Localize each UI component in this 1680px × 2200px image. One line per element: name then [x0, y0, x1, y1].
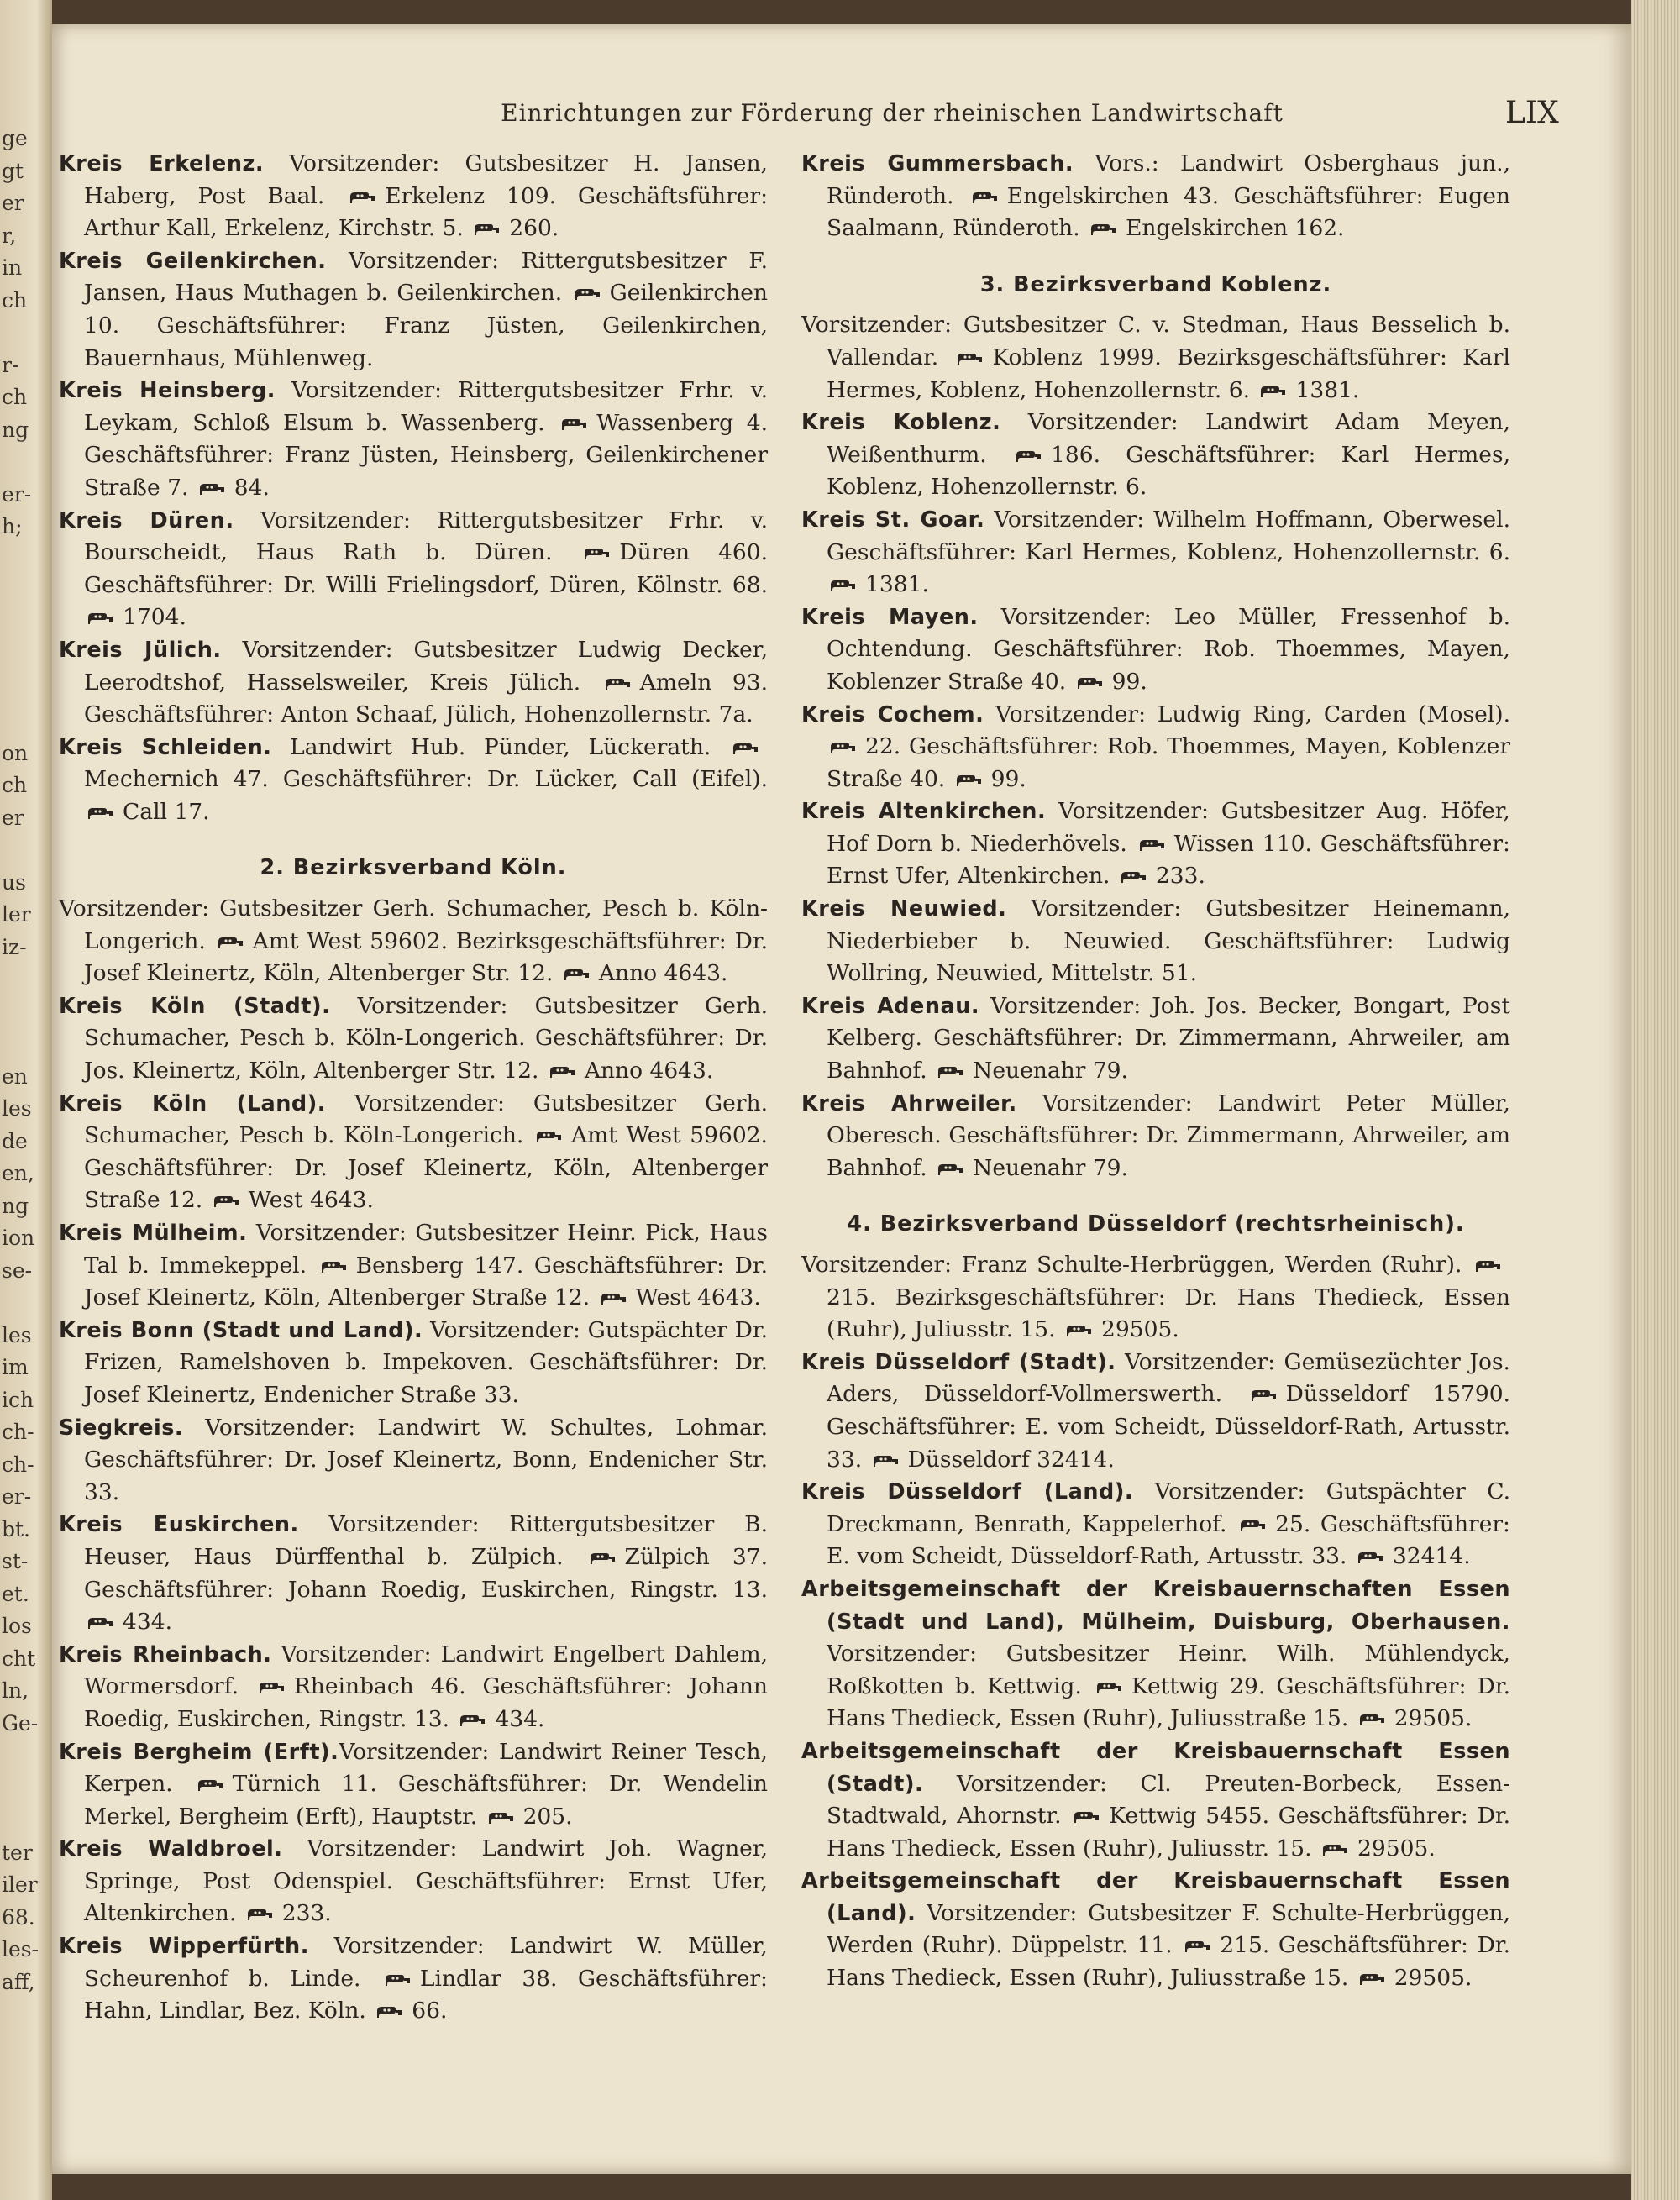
entry-name: Kreis Köln (Stadt).: [59, 993, 331, 1019]
entry-text: Vorsitzender: Landwirt Engelbert Dahlem, Wormersdorf.: [84, 1641, 769, 1700]
entry-name: Kreis Heinsberg.: [59, 378, 276, 404]
entry-text: Anno 4643.: [584, 1058, 714, 1084]
entry-text: Vorsitzender: Leo Müller, Fressenhof b. Ochtendung. Geschäftsführer: Rob. Thoemmes, Mayen, Koblenzer Straße 40.: [827, 603, 1510, 695]
entry-text: Vorsitzender: Landwirt Joh. Wagner, Springe, Post Odenspiel. Geschäftsführer: Ernst Ufer, Altenkirchen.: [84, 1835, 769, 1927]
entry-text: West 4643.: [248, 1187, 374, 1214]
entry-text: Lindlar 38. Geschäftsführer: Hahn, Lindlar, Bez. Köln.: [84, 1965, 768, 2024]
telephone-icon: [87, 1617, 114, 1630]
entry-text: Wissen 110. Geschäftsführer: Ernst Ufer, Altenkirchen.: [827, 830, 1510, 890]
entry-text: Vorsitzender: Landwirt W. Müller, Scheurenhof b. Linde.: [84, 1933, 768, 1992]
telephone-icon: [1260, 386, 1287, 399]
telephone-icon: [1475, 1260, 1502, 1273]
telephone-icon: [873, 1455, 900, 1468]
entry-name: Siegkreis.: [59, 1415, 184, 1441]
entry-name: Kreis Wipperfürth.: [59, 1934, 309, 1960]
telephone-icon: [488, 1812, 515, 1825]
entry-name: Kreis St. Goar.: [801, 507, 985, 533]
entry-text: Vorsitzender: Rittergutsbesitzer Frhr. v. Bourscheidt, Haus Rath b. Düren.: [84, 507, 768, 566]
telephone-icon: [247, 1909, 274, 1922]
entry-text: 186. Geschäftsführer: Karl Hermes, Koblenz, Hohenzollernstr. 6.: [827, 441, 1510, 501]
entry-text: 99.: [1111, 668, 1147, 695]
entry-text: Vorsitzender: Gutspächter Dr. Frizen, Ramelshoven b. Impekoven. Geschäftsführer: Dr. Josef Kleinertz, Endenicher Straße 33.: [84, 1316, 768, 1408]
entry-name: Kreis Mülheim.: [59, 1221, 248, 1246]
entry-name: Kreis Köln (Land).: [59, 1090, 326, 1116]
previous-page-fragment: 68.: [2, 1904, 35, 1930]
entry-name: Kreis Schleiden.: [59, 734, 272, 760]
telephone-icon: [87, 612, 114, 626]
telephone-icon: [474, 223, 501, 237]
section-heading: 3. Bezirksverband Koblenz.: [979, 271, 1332, 297]
entry-text: Vorsitzender: Landwirt Adam Meyen, Weißenthurm.: [827, 409, 1510, 468]
entry-text: Anno 4643.: [598, 960, 728, 987]
telephone-icon: [584, 548, 611, 561]
previous-page-fragment: ch-: [2, 1420, 34, 1444]
entry-text: Vorsitzender: Gutsbesitzer C. v. Stedman, Haus Besselich b. Vallendar.: [801, 312, 1510, 370]
entry-text: 25. Geschäftsführer: E. vom Scheidt, Düsseldorf-Rath, Artusstr. 33.: [827, 1510, 1510, 1570]
entry-name: Kreis Waldbroel.: [59, 1836, 283, 1862]
previous-page-fragment: iler: [2, 1872, 38, 1897]
directory-entry: [59, 1088, 768, 1217]
telephone-icon: [561, 418, 588, 432]
telephone-icon: [564, 969, 591, 982]
telephone-icon: [536, 1131, 563, 1144]
entry-name: Kreis Gummersbach.: [801, 151, 1074, 176]
directory-entry: [59, 505, 768, 634]
entry-text: Vorsitzender: Gutsbesitzer Gerh. Schumacher, Pesch b. Köln-Longerich.: [59, 895, 768, 954]
previous-page-fragment: er-: [2, 481, 32, 507]
right-column: [801, 148, 1510, 1995]
previous-page-fragment: ge: [2, 126, 28, 150]
directory-entry: [59, 990, 768, 1088]
previous-page-fragment: ich: [2, 1387, 34, 1412]
directory-entry: [59, 1315, 768, 1412]
directory-entry: [59, 1412, 768, 1510]
previous-page-fragment: ch-: [2, 1452, 34, 1477]
entry-name: Kreis Cochem.: [801, 701, 984, 727]
telephone-icon: [1074, 1811, 1100, 1825]
previous-page-fragment: h;: [2, 514, 23, 538]
telephone-icon: [213, 1195, 240, 1209]
entry-text: Koblenz 1999. Bezirksgeschäftsführer: Karl Hermes, Koblenz, Hohenzollernstr. 6.: [827, 344, 1510, 403]
previous-page-fragment: im: [2, 1355, 29, 1379]
directory-entry: [59, 893, 768, 990]
entry-name: Kreis Bergheim (Erft).: [59, 1739, 339, 1765]
entry-name: Kreis Ahrweiler.: [801, 1090, 1017, 1116]
directory-entry: [59, 1217, 768, 1315]
previous-page-fragment: er: [2, 191, 24, 215]
entry-text: Geilenkirchen 10. Geschäftsführer: Franz Jüsten, Geilenkirchen, Bauernhaus, Mühlenweg.: [84, 280, 768, 371]
previous-page-fragment: ter: [2, 1840, 33, 1865]
telephone-icon: [459, 1714, 486, 1728]
entry-text: Türnich 11. Geschäftsführer: Dr. Wendelin Merkel, Bergheim (Erft), Hauptstr.: [84, 1771, 768, 1830]
entry-text: Vorsitzender: Wilhelm Hoffmann, Oberwesel. Geschäftsführer: Karl Hermes, Koblenz, Hohenzollernstr. 6.: [827, 506, 1510, 565]
entry-text: Vorsitzender: Rittergutsbesitzer F. Jansen, Haus Muthagen b. Geilenkirchen.: [84, 247, 768, 307]
entry-name: Arbeitsgemeinschaft der Kreisbauernschaft Essen (Land).: [801, 1868, 1510, 1926]
running-head: Einrichtungen zur Förderung der rheinischen Landwirtschaft: [501, 99, 1284, 127]
telephone-icon: [549, 1066, 576, 1079]
entry-text: 205.: [522, 1803, 573, 1830]
entry-text: Vorsitzender: Gutsbesitzer Heinr. Pick, Haus Tal b. Immekeppel.: [84, 1220, 768, 1279]
telephone-icon: [1322, 1844, 1349, 1857]
telephone-icon: [376, 2006, 403, 2019]
entry-text: Vorsitzender: Gutsbesitzer Ludwig Decker, Leerodtshof, Hasselsweiler, Kreis Jülich.: [84, 636, 768, 696]
directory-entry: [59, 1930, 768, 2028]
entry-text: Vorsitzender: Gutsbesitzer Heinemann, Niederbieber b. Neuwied. Geschäftsführer: Ludwig Wollring, Neuwied, Mittelstr. 51.: [827, 895, 1510, 987]
previous-page-fragment: us: [2, 869, 26, 895]
previous-page-fragment: aff,: [2, 1969, 35, 1994]
previous-page-fragment: ng: [2, 417, 29, 442]
entry-name: Kreis Altenkirchen.: [801, 799, 1047, 825]
entry-text: Düsseldorf 15790. Geschäftsführer: E. vom Scheidt, Düsseldorf-Rath, Artusstr. 33.: [827, 1381, 1510, 1473]
section-heading: 4. Bezirksverband Düsseldorf (rechtsrheinisch).: [847, 1211, 1465, 1237]
previous-page-fragment: ler: [2, 902, 31, 927]
telephone-icon: [1359, 1714, 1386, 1727]
previous-page-fragment: in: [2, 255, 23, 280]
entry-text: Bensberg 147. Geschäftsführer: Dr. Josef Kleinertz, Köln, Altenberger Straße 12.: [84, 1252, 768, 1311]
entry-text: Ameln 93. Geschäftsführer: Anton Schaaf, Jülich, Hohenzollernstr. 7a.: [84, 669, 769, 728]
telephone-icon: [321, 1261, 348, 1274]
entry-text: 233.: [1155, 863, 1205, 890]
entry-name: Kreis Düren.: [59, 507, 234, 533]
directory-entry: [801, 893, 1510, 990]
entry-text: 1381.: [1295, 376, 1360, 403]
entry-text: 215. Geschäftsführer: Dr. Hans Thedieck, Essen (Ruhr), Juliusstraße 15.: [827, 1932, 1510, 1992]
directory-entry: [801, 1249, 1510, 1347]
entry-text: Vorsitzender: Gemüsezüchter Jos. Aders, Düsseldorf-Vollmerswerth.: [827, 1348, 1510, 1408]
telephone-icon: [1359, 1973, 1386, 1987]
telephone-icon: [937, 1066, 964, 1079]
entry-text: 22. Geschäftsführer: Rob. Thoemmes, Mayen, Koblenzer Straße 40.: [827, 733, 1510, 792]
directory-entry: [801, 699, 1510, 796]
previous-page-fragment: r,: [2, 223, 17, 248]
entry-text: Amt West 59602. Bezirksgeschäftsführer: Dr. Josef Kleinertz, Köln, Altenberger Str. 12.: [84, 927, 768, 987]
entry-text: Wassenberg 4. Geschäftsführer: Franz Jüsten, Heinsberg, Geilenkirchener Straße 7.: [84, 409, 769, 501]
entry-text: Engelskirchen 162.: [1126, 215, 1345, 242]
entry-text: Call 17.: [123, 798, 210, 825]
telephone-icon: [956, 774, 983, 788]
directory-entry: [59, 1736, 768, 1834]
previous-page-fragment: ion: [2, 1226, 35, 1250]
entry-name: Kreis Adenau.: [801, 993, 980, 1019]
previous-page-edge: [0, 0, 52, 2200]
entry-text: 233.: [281, 1900, 332, 1927]
previous-page-fragment: de: [2, 1128, 28, 1153]
page-stack-edge: [1631, 0, 1680, 2200]
directory-entry: [801, 1573, 1510, 1735]
entry-text: Düsseldorf 32414.: [907, 1446, 1115, 1473]
telephone-icon: [575, 288, 601, 302]
directory-entry: [59, 634, 768, 732]
directory-entry: [801, 148, 1510, 245]
previous-page-fragment: st-: [2, 1549, 29, 1573]
previous-page-fragment: r-: [2, 352, 19, 377]
entry-name: Kreis Erkelenz.: [59, 151, 265, 176]
entry-name: Kreis Geilenkirchen.: [59, 248, 327, 274]
entry-text: Rheinbach 46. Geschäftsführer: Johann Roedig, Euskirchen, Ringstr. 13.: [84, 1673, 769, 1732]
previous-page-fragment: los: [2, 1614, 32, 1638]
entry-text: Zülpich 37. Geschäftsführer: Johann Roedig, Euskirchen, Ringstr. 13.: [84, 1543, 768, 1603]
entry-text: 260.: [509, 215, 559, 242]
directory-entry: [59, 1833, 768, 1930]
telephone-icon: [1251, 1389, 1278, 1403]
directory-entry: [801, 407, 1510, 504]
entry-text: Kettwig 5455. Geschäftsführer: Dr. Hans Thedieck, Essen (Ruhr), Juliusstr. 15.: [827, 1803, 1510, 1861]
telephone-icon: [199, 483, 226, 496]
entry-text: 29505.: [1394, 1705, 1473, 1732]
entry-text: Vorsitzender: Landwirt W. Schultes, Lohmar. Geschäftsführer: Dr. Josef Kleinertz, Bonn, Endenicher Str. 33.: [84, 1414, 768, 1505]
section-heading: 2. Bezirksverband Köln.: [260, 855, 567, 881]
previous-page-fragment: iz-: [2, 934, 27, 959]
previous-page-fragment: on: [2, 740, 29, 765]
directory-entry: [59, 732, 768, 829]
entry-text: Landwirt Hub. Pünder, Lückerath.: [271, 733, 729, 760]
entry-text: 434.: [495, 1705, 545, 1732]
entry-text: 32414.: [1392, 1543, 1471, 1570]
page-number: LIX: [1505, 96, 1559, 130]
book-page: [52, 24, 1631, 2174]
directory-entry: [59, 1639, 768, 1736]
directory-entry: [59, 375, 768, 504]
telephone-icon: [605, 678, 632, 691]
entry-name: Kreis Bonn (Stadt und Land).: [59, 1317, 423, 1343]
entry-text: Vorsitzender: Ludwig Ring, Carden (Mosel).: [984, 701, 1510, 727]
telephone-icon: [1066, 1325, 1093, 1338]
previous-page-fragment: er-: [2, 1484, 32, 1509]
entry-text: Vorsitzender: Gutsbesitzer Heinr. Wilh. Mühlendyck, Roßkotten b. Kettwig.: [827, 1641, 1510, 1699]
entry-text: Neuenahr 79.: [973, 1154, 1128, 1181]
entry-text: 66.: [412, 1998, 448, 2024]
directory-entry: [801, 504, 1510, 601]
entry-text: Mechernich 47. Geschäftsführer: Dr. Lücker, Call (Eifel).: [84, 766, 768, 793]
entry-name: Arbeitsgemeinschaft der Kreisbauernschaften Essen (Stadt und Land), Mülheim, Duisburg, Oberhausen.: [801, 1576, 1510, 1635]
entry-text: Vorsitzender: Joh. Jos. Becker, Bongart, Post Kelberg. Geschäftsführer: Dr. Zimmermann, Ahrweiler, am Bahnhof.: [827, 992, 1510, 1084]
telephone-icon: [349, 192, 376, 205]
entry-name: Kreis Rheinbach.: [59, 1641, 272, 1667]
telephone-icon: [385, 1974, 412, 1987]
directory-entry: [59, 1509, 768, 1638]
entry-name: Kreis Euskirchen.: [59, 1512, 299, 1538]
telephone-icon: [87, 807, 114, 821]
entry-text: Vorsitzender: Landwirt Reiner Tesch, Kerpen.: [84, 1738, 768, 1798]
entry-text: Engelskirchen 43. Geschäftsführer: Eugen Saalmann, Ründeroth.: [827, 182, 1510, 242]
entry-text: 29505.: [1101, 1316, 1179, 1343]
entry-text: Amt West 59602. Geschäftsführer: Dr. Josef Kleinertz, Köln, Altenberger Straße 12.: [84, 1122, 768, 1214]
entry-text: Vorsitzender: Gutsbesitzer H. Jansen, Haberg, Post Baal.: [84, 150, 768, 209]
entry-text: Neuenahr 79.: [973, 1058, 1128, 1084]
telephone-icon: [197, 1779, 224, 1793]
left-column: [59, 148, 768, 2028]
entry-name: Kreis Düsseldorf (Land).: [801, 1479, 1134, 1505]
telephone-icon: [1121, 871, 1147, 885]
entry-text: 29505.: [1394, 1965, 1473, 1992]
telephone-icon: [830, 580, 857, 593]
entry-name: Kreis Düsseldorf (Stadt).: [801, 1349, 1116, 1375]
entry-text: Erkelenz 109. Geschäftsführer: Arthur Kall, Erkelenz, Kirchstr. 5.: [84, 182, 768, 242]
telephone-icon: [957, 353, 984, 366]
entry-name: Kreis Neuwied.: [801, 896, 1007, 922]
entry-text: 99.: [990, 765, 1026, 792]
entry-text: 84.: [234, 474, 270, 501]
telephone-icon: [937, 1163, 964, 1177]
telephone-icon: [259, 1682, 286, 1695]
entry-name: Kreis Koblenz.: [801, 410, 1001, 436]
entry-text: 29505.: [1357, 1835, 1436, 1861]
directory-entry: [801, 1735, 1510, 1865]
telephone-icon: [1184, 1940, 1211, 1954]
previous-page-fragment: ch: [2, 773, 28, 797]
telephone-icon: [830, 742, 857, 755]
previous-page-fragment: ng: [2, 1193, 29, 1218]
entry-text: Vorsitzender: Landwirt Peter Müller, Oberesch. Geschäftsführer: Dr. Zimmermann, Ahrweiler, am Bahnhof.: [827, 1089, 1510, 1181]
previous-page-fragment: les: [2, 1322, 32, 1347]
entry-text: Vorsitzender: Cl. Preuten-Borbeck, Essen-Stadtwald, Ahornstr.: [827, 1770, 1510, 1830]
entry-text: 1381.: [865, 571, 929, 598]
previous-page-fragment: les-: [2, 1937, 39, 1961]
previous-page-fragment: ln,: [2, 1678, 29, 1703]
directory-entry: [801, 795, 1510, 893]
previous-page-fragment: et.: [2, 1581, 29, 1606]
entry-text: Vorsitzender: Franz Schulte-Herbrüggen, Werden (Ruhr).: [801, 1252, 1472, 1278]
directory-entry: [801, 1088, 1510, 1185]
directory-entry: [801, 309, 1510, 407]
entry-text: 215. Bezirksgeschäftsführer: Dr. Hans Thedieck, Essen (Ruhr), Juliusstr. 15.: [827, 1284, 1510, 1343]
telephone-icon: [1139, 839, 1166, 853]
directory-entry: [801, 1865, 1510, 1994]
entry-text: Kettwig 29. Geschäftsführer: Dr. Hans Thedieck, Essen (Ruhr), Juliusstraße 15.: [827, 1672, 1510, 1732]
previous-page-fragment: bt.: [2, 1516, 30, 1541]
directory-entry: [801, 990, 1510, 1088]
previous-page-fragment: ch: [2, 287, 28, 312]
telephone-icon: [601, 1293, 627, 1306]
directory-entry: [59, 148, 768, 245]
entry-text: Düren 460. Geschäftsführer: Dr. Willi Frielingsdorf, Düren, Kölnstr. 68.: [84, 539, 768, 598]
telephone-icon: [218, 937, 244, 950]
entry-text: Vorsitzender: Gutspächter C. Dreckmann, Benrath, Kappelerhof.: [827, 1478, 1511, 1537]
entry-text: Vorsitzender: Gutsbesitzer Gerh. Schumacher, Pesch b. Köln-Longerich. Geschäftsführer: Dr. Jos. Kleinertz, Köln, Altenberger Str. 12.: [84, 992, 769, 1084]
previous-page-fragment: les: [2, 1096, 32, 1121]
entry-text: Vorsitzender: Gutsbesitzer Aug. Höfer, Hof Dorn b. Niederhövels.: [827, 798, 1510, 857]
telephone-icon: [1240, 1520, 1267, 1533]
telephone-icon: [732, 743, 759, 756]
entry-text: Vorsitzender: Gutsbesitzer Gerh. Schumacher, Pesch b. Köln-Longerich.: [84, 1089, 768, 1149]
entry-text: 1704.: [123, 604, 186, 631]
entry-text: Vorsitzender: Rittergutsbesitzer B. Heuser, Haus Dürffenthal b. Zülpich.: [84, 1511, 768, 1570]
directory-entry: [801, 601, 1510, 699]
entry-text: Vorsitzender: Rittergutsbesitzer Frhr. v. Leykam, Schloß Elsum b. Wassenberg.: [84, 377, 768, 436]
directory-entry: [801, 1476, 1510, 1573]
telephone-icon: [1016, 450, 1042, 464]
telephone-icon: [1096, 1682, 1123, 1695]
entry-name: Kreis Jülich.: [59, 637, 222, 663]
entry-text: Vors.: Landwirt Osberghaus jun., Ründeroth.: [827, 150, 1510, 209]
previous-page-fragment: en,: [2, 1161, 34, 1185]
directory-entry: [59, 245, 768, 375]
entry-text: West 4643.: [635, 1284, 761, 1311]
previous-page-fragment: ch: [2, 385, 28, 409]
entry-name: Kreis Mayen.: [801, 604, 979, 630]
entry-name: Arbeitsgemeinschaft der Kreisbauernschaft Essen (Stadt).: [801, 1738, 1510, 1797]
telephone-icon: [1090, 223, 1117, 237]
previous-page-fragment: gt: [2, 158, 24, 183]
telephone-icon: [972, 192, 999, 205]
previous-page-fragment: er: [2, 805, 24, 830]
previous-page-fragment: en: [2, 1063, 28, 1089]
entry-text: 434.: [123, 1609, 173, 1636]
entry-text: Vorsitzender: Gutsbesitzer F. Schulte-Herbrüggen, Werden (Ruhr). Düppelstr. 11.: [827, 1899, 1510, 1959]
previous-page-fragment: Ge-: [2, 1710, 39, 1735]
telephone-icon: [1077, 677, 1104, 690]
previous-page-fragment: cht: [2, 1646, 36, 1671]
telephone-icon: [1357, 1552, 1384, 1565]
previous-page-fragment: se-: [2, 1258, 33, 1283]
telephone-icon: [590, 1552, 617, 1566]
directory-entry: [801, 1347, 1510, 1476]
